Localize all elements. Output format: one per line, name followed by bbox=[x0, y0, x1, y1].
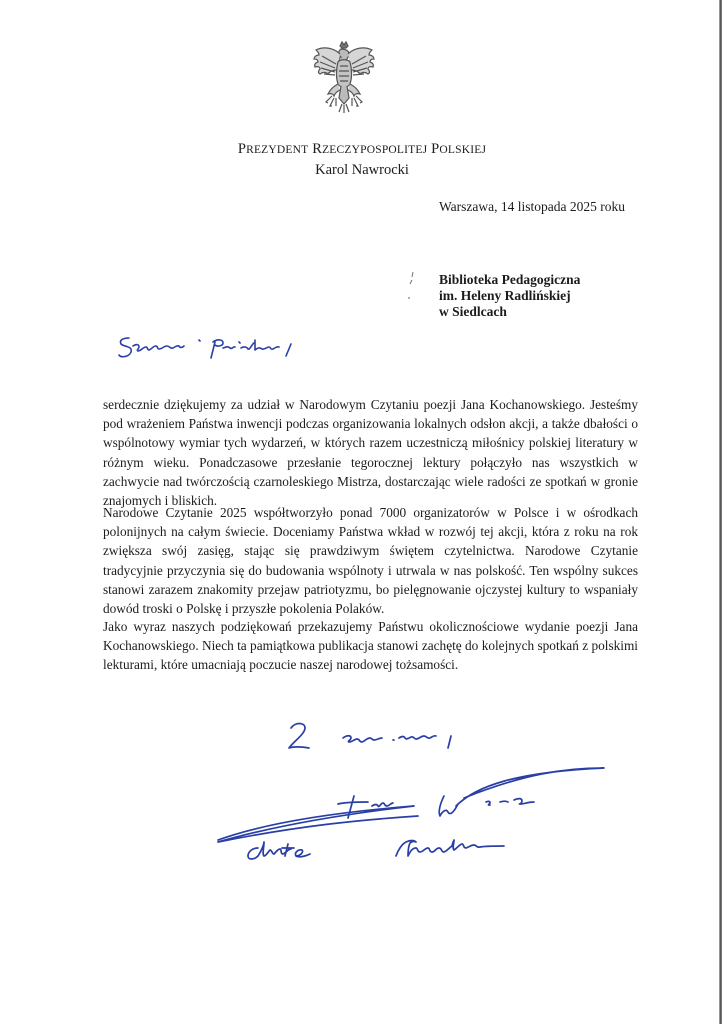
handwritten-closing bbox=[285, 712, 515, 760]
signature-marta-nawrocka bbox=[248, 840, 504, 859]
addressee-line-2: im. Heleny Radlińskiej bbox=[439, 288, 571, 303]
addressee-line-1: Biblioteka Pedagogiczna bbox=[439, 272, 581, 287]
signature-karol-nawrocki bbox=[218, 768, 604, 842]
office-title-word-2-cap: R bbox=[312, 141, 323, 157]
signatures bbox=[210, 760, 630, 880]
office-title-word-3-rest: OLSKIEJ bbox=[439, 144, 487, 156]
date-line: Warszawa, 14 listopada 2025 roku bbox=[439, 199, 625, 214]
addressee-line-3: w Siedlcach bbox=[439, 304, 507, 319]
office-title-word-1-rest: REZYDENT bbox=[246, 144, 309, 156]
office-title-word-3-cap: P bbox=[431, 141, 440, 157]
eagle-emblem-icon bbox=[312, 40, 376, 116]
paragraph-2: Narodowe Czytanie 2025 współtworzyło ponad 7000 organizatorów w Polsce i w ośrodkach polonijnych na całym świecie. Doceniamy Państwa wkład w rozwój tej akcji, która z roku na rok zwiększa swój zasięg, stając się prawdziwym świętem czytelnictwa. Narodowe Czytanie tradycyjnie przyczynia się do budowania wspólnoty i utrwala w nas polskość. Ten wspólny sukces stanowi zarazem znakomity przejaw patriotyzmu, bo pielęgnowanie ojczystej kultury to wspaniały dowód troski o Polskę i przyszłe pokolenia Polaków. bbox=[103, 505, 638, 617]
paragraph-3: Jako wyraz naszych podziękowań przekazujemy Państwu okolicznościowe wydanie poezji Jana Kochanowskiego. Niech ta pamiątkowa publikacja stanowi zachętę do kolejnych spotkań z polskimi lekturami, które umacniają poczucie naszej narodowej tożsamości. bbox=[103, 619, 638, 673]
stray-pen-mark-icon bbox=[405, 270, 417, 304]
handwritten-salutation bbox=[115, 330, 335, 366]
president-name: Karol Nawrocki bbox=[315, 162, 409, 178]
office-title-word-1-cap: P bbox=[237, 141, 247, 157]
office-title-word-2-rest: ZECZYPOSPOLITEJ bbox=[322, 144, 428, 156]
office-title bbox=[0, 141, 724, 158]
addressee-block bbox=[439, 272, 580, 320]
paragraph-1: serdecznie dziękujemy za udział w Narodowym Czytaniu poezji Jana Kochanowskiego. Jesteśmy pod wrażeniem Państwa inwencji podczas organizowania lokalnych odsłon akcji, a także dbałości o wspólnotowy wymiar tych wydarzeń, w których razem uczestniczą miłośnicy polskiej literatury w różnym wieku. Ponadczasowe przesłanie tegorocznej lektury połączyło nas wszystkich w zachwycie nad twórczością czarnoleskiego Mistrza, dostarczając wiele radości ze spotkań w gronie znajomych i bliskich. bbox=[103, 397, 638, 509]
